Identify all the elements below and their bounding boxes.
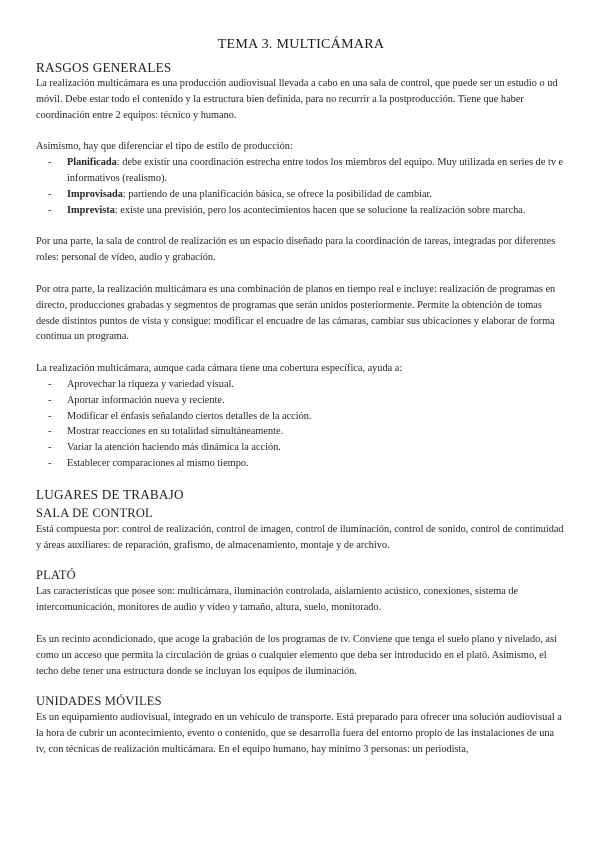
paragraph-intro: La realización multicámara es una producción audiovisual llevada a cabo en una sala de control, que puede ser un estudio o ud móvil. Debe estar todo el contenido y la estructura bien definida, para no recurrir a la postproducción. Tiene que haber coordinación entre 2 equipos: técnico y humano. [36, 78, 558, 121]
list-item-planificada: - Planificada: debe existir una coordinación estrecha entre todos los miembros del equipo. Muy utilizada en series de tv e informativos (realismo). [48, 157, 564, 184]
ayuda-list [36, 377, 566, 472]
paragraph-sala-control-roles: Por una parte, la sala de control de realización es un espacio diseñado para la coordinación de tareas, integradas por diferentes roles: personal de vídeo, audio y grabación. [36, 236, 556, 264]
list-item: - Aprovechar la riqueza y variedad visual. [48, 378, 234, 390]
subsection-heading-sala-de-control: SALA DE CONTROL [36, 505, 153, 520]
list-item: - Establecer comparaciones al mismo tiempo. [48, 457, 249, 469]
subsection-heading-unidades-moviles: UNIDADES MÓVILES [36, 694, 162, 709]
section-heading-rasgos-generales: RASGOS GENERALES [36, 60, 172, 75]
list-item: - Mostrar reacciones en su totalidad simultáneamente. [48, 426, 284, 438]
list-item-improvisada: - Improvisada: partiendo de una planificación básica, se ofrece la posibilidad de cambiar. [48, 188, 432, 200]
paragraph-estilos-intro: Asimismo, hay que diferenciar el tipo de estilo de producción: [36, 141, 293, 153]
list-item: - Aportar información nueva y reciente. [48, 394, 225, 406]
document-title: TEMA 3. MULTICÁMARA [217, 37, 385, 52]
paragraph-plato-caracteristicas: Las características que posee son: multicámara, iluminación controlada, aislamiento acústico, conexiones, sistema de intercomunicación, monitores de audio y vídeo y tamaño, altura, suelo, monitorado. [36, 586, 519, 614]
estilos-list [36, 155, 566, 218]
list-item: - Variar la atención haciendo más dinámica la acción. [48, 442, 281, 454]
list-item: - Modificar el énfasis señalando ciertos detalles de la acción. [48, 410, 312, 422]
paragraph-unidades-moviles: Es un equipamiento audiovisual, integrado en un vehículo de transporte. Está preparado para ofrecer una solución audiovisual a la hora de cubrir un acontecimiento, evento o contenido, que se desarrolla fuera del entorno propio de las instalaciones de una tv, con técnicas de realización multicámara. En el equipo humano, hay mínimo 3 personas: un periodista, [36, 712, 562, 755]
paragraph-combinacion-planos: Por otra parte, la realización multicámara es una combinación de planos en tiempo real e incluye: realización de programas en directo, producciones grabadas y segmentos de programas que serán unidos posteriormente. Permite la obtención de tomas desde distintos puntos de vista y consigue: modificar el encuadre de las cámaras, cambiar sus ubicaciones y elaborar de forma continua un programa. [36, 283, 556, 343]
paragraph-ayuda-intro: La realización multicámara, aunque cada cámara tiene una cobertura específica, ayuda a: [36, 363, 403, 375]
paragraph-plato-recinto: Es un recinto acondicionado, que acoge la grabación de los programas de tv. Conviene que tenga el suelo plano y nivelado, así como un acceso que permita la circulación de grúas o cualquier elemento que deba ser introducido en el plató. Asimismo, el techo debe tener una estructura donde se incluyan los equipos de iluminación. [36, 633, 557, 677]
paragraph-sala-composicion: Está compuesta por: control de realización, control de imagen, control de iluminación, control de sonido, control de continuidad y áreas auxiliares: de reparación, grafismo, de almacenamiento, montaje y de archivo. [36, 523, 564, 551]
document-page [36, 36, 566, 758]
section-heading-lugares-de-trabajo: LUGARES DE TRABAJO [36, 486, 184, 502]
list-item-imprevista: - Imprevista: existe una previsión, pero los acontecimientos hacen que se solucione la realización sobre marcha. [48, 204, 526, 216]
subsection-heading-plato: PLATÓ [36, 568, 76, 583]
